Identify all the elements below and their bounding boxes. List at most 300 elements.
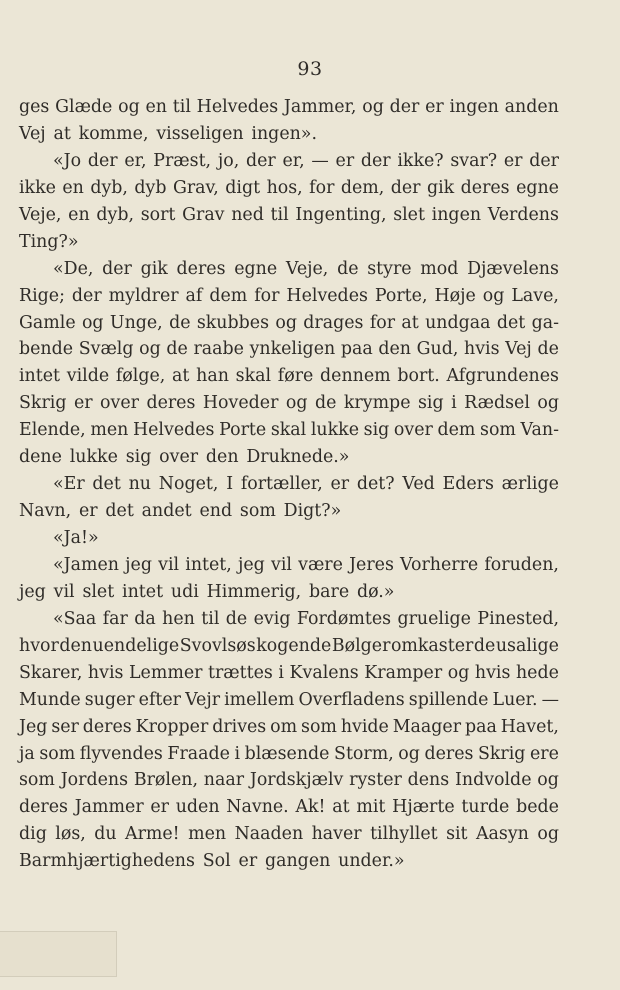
word: Storm, bbox=[334, 743, 394, 764]
word: Navne. bbox=[226, 797, 289, 818]
word: der bbox=[389, 97, 420, 117]
word: gruelige bbox=[397, 608, 471, 629]
word: komme, bbox=[78, 123, 149, 144]
word: krympe bbox=[343, 393, 411, 414]
page-number: 93 bbox=[297, 58, 323, 80]
word: blæsende bbox=[244, 743, 330, 764]
word: intet bbox=[19, 366, 61, 387]
word: vil bbox=[53, 581, 75, 602]
word: det bbox=[92, 474, 121, 495]
word: den bbox=[59, 635, 92, 656]
word: over bbox=[100, 393, 139, 414]
word: tilhyllet bbox=[370, 824, 438, 845]
word: I bbox=[226, 474, 234, 495]
word: som bbox=[480, 420, 516, 441]
word: deres bbox=[19, 797, 68, 818]
word: Ved bbox=[402, 474, 435, 495]
word: undgaa bbox=[425, 312, 491, 333]
word: efter bbox=[138, 689, 181, 710]
word: være bbox=[298, 554, 343, 575]
word: at bbox=[332, 797, 350, 818]
text-line bbox=[19, 336, 559, 363]
word: haver bbox=[311, 824, 362, 845]
word: ingen bbox=[431, 204, 482, 225]
word: for bbox=[309, 177, 335, 198]
word: dyb bbox=[134, 177, 167, 198]
word: andet bbox=[141, 501, 192, 522]
word: dem bbox=[437, 420, 476, 441]
body-text bbox=[19, 94, 559, 875]
word: ges bbox=[19, 97, 50, 117]
word: Præst, bbox=[153, 150, 212, 171]
word: deres bbox=[424, 743, 474, 764]
word: Fordømtes bbox=[296, 608, 392, 629]
word: er bbox=[73, 393, 93, 414]
word: Pinested, bbox=[477, 608, 559, 629]
word: Helvedes bbox=[132, 420, 215, 441]
word: «Er bbox=[53, 474, 85, 495]
word: raabe bbox=[193, 339, 244, 360]
word: til bbox=[201, 608, 220, 629]
word: Jordskjælv bbox=[249, 770, 344, 791]
word: jeg bbox=[19, 581, 46, 602]
word: ærlige bbox=[501, 474, 559, 495]
word: Gamle bbox=[19, 312, 76, 333]
word: Ting?» bbox=[19, 231, 79, 252]
word: «Jamen bbox=[53, 554, 119, 575]
word: Indvolde bbox=[455, 770, 532, 791]
word: slet bbox=[82, 581, 115, 602]
word: hede bbox=[515, 662, 559, 683]
word: hvor bbox=[19, 635, 59, 656]
word: Kramper bbox=[364, 662, 443, 683]
word: ser bbox=[51, 716, 79, 737]
word: nu bbox=[128, 474, 152, 495]
word: far bbox=[102, 608, 128, 629]
word: og bbox=[285, 393, 308, 414]
text-line bbox=[19, 417, 559, 444]
word: der bbox=[87, 150, 118, 171]
word: Gud, bbox=[416, 339, 459, 360]
word: trættes bbox=[208, 662, 273, 683]
word: Vejr bbox=[185, 689, 221, 710]
word: skal bbox=[235, 366, 272, 387]
text-line bbox=[19, 121, 559, 148]
word: Porte, bbox=[374, 285, 428, 306]
word: Aasyn bbox=[476, 824, 529, 845]
word: de bbox=[337, 258, 359, 279]
word: ere bbox=[529, 743, 559, 764]
text-line bbox=[19, 498, 559, 525]
word: drives bbox=[212, 716, 267, 737]
word: Arme! bbox=[125, 824, 180, 845]
word: og bbox=[537, 770, 559, 791]
word: ingen». bbox=[251, 123, 317, 144]
word: han bbox=[196, 366, 229, 387]
word: den bbox=[378, 339, 411, 360]
word: er bbox=[78, 501, 98, 522]
word: Jordens bbox=[60, 770, 129, 791]
word: sig bbox=[363, 420, 390, 441]
word: deres bbox=[146, 393, 196, 414]
word: dyb, bbox=[96, 204, 134, 225]
word: jeg bbox=[238, 554, 265, 575]
word: føre bbox=[277, 366, 314, 387]
word: en bbox=[68, 204, 90, 225]
word: der bbox=[245, 150, 276, 171]
word: Glæde bbox=[55, 97, 113, 117]
word: den bbox=[205, 447, 239, 468]
word: og bbox=[447, 662, 470, 683]
word: ja bbox=[19, 743, 35, 764]
word: der bbox=[360, 150, 391, 171]
word: og bbox=[275, 312, 297, 333]
word: Porte bbox=[219, 420, 267, 441]
word: deres bbox=[460, 177, 510, 198]
word: at bbox=[172, 366, 190, 387]
word: Lemmer bbox=[129, 662, 203, 683]
word: dem, bbox=[340, 177, 385, 198]
word: imellem bbox=[224, 689, 295, 710]
word: ned bbox=[231, 204, 264, 225]
word: Bølger bbox=[331, 635, 391, 656]
word: Jeg bbox=[19, 716, 48, 737]
word: digt bbox=[225, 177, 261, 198]
word: de bbox=[473, 635, 496, 656]
word: bort. bbox=[397, 366, 440, 387]
word: Eders bbox=[442, 474, 494, 495]
word: det? bbox=[356, 474, 395, 495]
word: som bbox=[39, 743, 76, 764]
word: «Jo bbox=[53, 150, 82, 171]
word: ikke? bbox=[397, 150, 444, 171]
word: hvis bbox=[87, 662, 124, 683]
word: hen bbox=[162, 608, 195, 629]
margin-stamp bbox=[0, 931, 117, 977]
word: udi bbox=[170, 581, 199, 602]
word: flyvendes bbox=[79, 743, 163, 764]
word: deres bbox=[82, 716, 132, 737]
word: en bbox=[62, 177, 84, 198]
word: Afgrundenes bbox=[446, 366, 559, 387]
text-line bbox=[19, 148, 559, 175]
text-line bbox=[19, 552, 559, 579]
word: er bbox=[330, 474, 350, 495]
word: spillende bbox=[408, 689, 489, 710]
word: over bbox=[393, 420, 433, 441]
word: at bbox=[401, 312, 419, 333]
word: da bbox=[134, 608, 156, 629]
word: dyb, bbox=[90, 177, 128, 198]
word: dig bbox=[19, 824, 47, 845]
word: ynkeligen bbox=[249, 339, 336, 360]
word: Svovlsøs bbox=[179, 635, 256, 656]
word: er bbox=[335, 150, 355, 171]
word: gangen bbox=[264, 851, 331, 872]
word: Havet, bbox=[500, 716, 559, 737]
word: Sol bbox=[202, 851, 231, 872]
word: Høje bbox=[434, 285, 476, 306]
word: og bbox=[362, 97, 384, 117]
word: hos, bbox=[266, 177, 303, 198]
word: Overfladens bbox=[298, 689, 405, 710]
word: myldrer bbox=[108, 285, 179, 306]
word: de bbox=[169, 312, 191, 333]
word: Skarer, bbox=[19, 662, 83, 683]
word: Unge, bbox=[109, 312, 163, 333]
word: Ingenting, bbox=[295, 204, 387, 225]
word: sig bbox=[125, 447, 152, 468]
word: og bbox=[118, 97, 140, 117]
word: vil bbox=[158, 554, 180, 575]
text-line bbox=[19, 283, 559, 310]
word: du bbox=[94, 824, 117, 845]
word: Hjærte bbox=[392, 797, 455, 818]
word: Barmhjærtighedens bbox=[19, 851, 195, 872]
word: at bbox=[53, 123, 71, 144]
text-line bbox=[19, 175, 559, 202]
word: vil bbox=[271, 554, 292, 575]
word: deres bbox=[176, 258, 226, 279]
text-line bbox=[19, 606, 559, 633]
word: og bbox=[537, 393, 559, 414]
text-line bbox=[19, 94, 559, 121]
word: Naaden bbox=[234, 824, 304, 845]
word: — bbox=[311, 150, 329, 171]
word: dens bbox=[407, 770, 450, 791]
word: Djævelens bbox=[467, 258, 559, 279]
text-line bbox=[19, 821, 559, 848]
word: Jammer, bbox=[283, 97, 357, 117]
word: der bbox=[102, 258, 132, 279]
word: Skrig bbox=[19, 393, 67, 414]
word: paa bbox=[464, 716, 497, 737]
word: dennem bbox=[320, 366, 391, 387]
word: «Saa bbox=[53, 608, 97, 629]
word: Helvedes bbox=[196, 97, 279, 117]
text-line bbox=[19, 794, 559, 821]
word: Luer. bbox=[492, 689, 538, 710]
word: Ak! bbox=[295, 797, 326, 818]
text-line bbox=[19, 310, 559, 337]
word: Veje, bbox=[285, 258, 329, 279]
word: lukke bbox=[310, 420, 359, 441]
word: Maager bbox=[392, 716, 462, 737]
word: sort bbox=[140, 204, 176, 225]
word: følge, bbox=[115, 366, 166, 387]
word: Veje, bbox=[19, 204, 62, 225]
word: bare bbox=[309, 581, 350, 602]
word: er bbox=[238, 851, 258, 872]
word: dø.» bbox=[356, 581, 395, 602]
word: Grav bbox=[182, 204, 225, 225]
word: hvis bbox=[474, 662, 511, 683]
text-line bbox=[19, 444, 559, 471]
word: uendelige bbox=[92, 635, 180, 656]
word: suger bbox=[84, 689, 135, 710]
word: Kropper bbox=[135, 716, 209, 737]
word: og bbox=[398, 743, 420, 764]
word: mod bbox=[420, 258, 459, 279]
word: anden bbox=[504, 97, 559, 117]
word: af bbox=[185, 285, 203, 306]
word: til bbox=[172, 97, 191, 117]
word: som bbox=[239, 501, 276, 522]
word: Brølen, bbox=[133, 770, 198, 791]
word: Druknede.» bbox=[246, 447, 350, 468]
word: er bbox=[503, 150, 523, 171]
word: de bbox=[225, 608, 248, 629]
word: kogende bbox=[256, 635, 332, 656]
word: svar? bbox=[450, 150, 498, 171]
word: usalige bbox=[495, 635, 559, 656]
word: bede bbox=[516, 797, 559, 818]
text-line bbox=[19, 525, 559, 552]
word: omkaster bbox=[390, 635, 474, 656]
word: drages bbox=[303, 312, 364, 333]
word: mit bbox=[356, 797, 386, 818]
text-line bbox=[19, 848, 559, 875]
text-line bbox=[19, 202, 559, 229]
word: egne bbox=[516, 177, 559, 198]
word: Helvedes bbox=[286, 285, 368, 306]
word: hvide bbox=[340, 716, 389, 737]
word: Jeres bbox=[349, 554, 394, 575]
text-line bbox=[19, 741, 559, 768]
word: foruden, bbox=[484, 554, 559, 575]
word: for bbox=[254, 285, 280, 306]
word: lukke bbox=[69, 447, 118, 468]
word: som bbox=[19, 770, 55, 791]
word: Skrig bbox=[477, 743, 526, 764]
word: i bbox=[234, 743, 241, 764]
word: Digt?» bbox=[283, 501, 342, 522]
word: intet, bbox=[185, 554, 232, 575]
word: Vej bbox=[505, 339, 532, 360]
word: under.» bbox=[338, 851, 405, 872]
word: dem bbox=[209, 285, 248, 306]
word: Hoveder bbox=[202, 393, 279, 414]
word: ryster bbox=[349, 770, 402, 791]
word: om bbox=[270, 716, 298, 737]
word: er, bbox=[124, 150, 147, 171]
word: visseligen bbox=[156, 123, 244, 144]
word: vilde bbox=[66, 366, 110, 387]
word: løs, bbox=[55, 824, 86, 845]
word: hvis bbox=[464, 339, 500, 360]
word: Svælg bbox=[78, 339, 134, 360]
word: end bbox=[199, 501, 233, 522]
word: til bbox=[270, 204, 289, 225]
text-line bbox=[19, 363, 559, 390]
word: der bbox=[529, 150, 559, 171]
word: og bbox=[81, 312, 104, 333]
word: dene bbox=[19, 447, 62, 468]
word: der bbox=[71, 285, 102, 306]
word: jo, bbox=[217, 150, 240, 171]
word: og bbox=[537, 824, 559, 845]
word: for bbox=[369, 312, 396, 333]
word: men bbox=[188, 824, 227, 845]
word: uden bbox=[175, 797, 220, 818]
word: sig bbox=[417, 393, 444, 414]
word: Jammer bbox=[74, 797, 144, 818]
word: Rige; bbox=[19, 285, 65, 306]
word: fortæller, bbox=[240, 474, 323, 495]
word: og bbox=[139, 339, 161, 360]
word: turde bbox=[461, 797, 510, 818]
word: Fraade bbox=[167, 743, 230, 764]
word: ga- bbox=[531, 312, 559, 333]
word: de bbox=[314, 393, 337, 414]
word: de bbox=[166, 339, 188, 360]
word: der bbox=[390, 177, 421, 198]
word: i bbox=[451, 393, 457, 414]
word: styre bbox=[367, 258, 412, 279]
word: skubbes bbox=[196, 312, 269, 333]
text-line bbox=[19, 633, 559, 660]
text-line bbox=[19, 229, 559, 256]
word: det bbox=[496, 312, 526, 333]
word: egne bbox=[234, 258, 278, 279]
word: «De, bbox=[53, 258, 94, 279]
word: slet bbox=[393, 204, 425, 225]
word: som bbox=[301, 716, 337, 737]
word: det bbox=[105, 501, 134, 522]
word: Kvalens bbox=[289, 662, 359, 683]
word: sit bbox=[446, 824, 468, 845]
word: er bbox=[150, 797, 169, 818]
word: gik bbox=[140, 258, 168, 279]
word: ingen bbox=[449, 97, 499, 117]
word: Grav, bbox=[172, 177, 219, 198]
word: Munde bbox=[19, 689, 81, 710]
word: — bbox=[541, 689, 559, 710]
word: Rædsel bbox=[464, 393, 530, 414]
word: i bbox=[278, 662, 284, 683]
word: naar bbox=[203, 770, 245, 791]
word: er bbox=[425, 97, 444, 117]
word: Van- bbox=[520, 420, 559, 441]
word: Vej bbox=[19, 123, 46, 144]
word: paa bbox=[340, 339, 373, 360]
text-line bbox=[19, 471, 559, 498]
word: Verdens bbox=[487, 204, 559, 225]
text-line bbox=[19, 714, 559, 741]
word: intet bbox=[122, 581, 164, 602]
word: skal bbox=[270, 420, 307, 441]
word: en bbox=[145, 97, 167, 117]
word: over bbox=[159, 447, 199, 468]
word: men bbox=[90, 420, 129, 441]
word: bende bbox=[19, 339, 74, 360]
text-line bbox=[19, 256, 559, 283]
word: Vorherre bbox=[400, 554, 479, 575]
text-line bbox=[19, 767, 559, 794]
word: Noget, bbox=[158, 474, 219, 495]
word: og bbox=[482, 285, 505, 306]
word: Lave, bbox=[511, 285, 559, 306]
word: de bbox=[537, 339, 559, 360]
word: ikke bbox=[19, 177, 56, 198]
word: evig bbox=[253, 608, 291, 629]
text-line bbox=[19, 660, 559, 687]
word: Elende, bbox=[19, 420, 86, 441]
word: gik bbox=[426, 177, 455, 198]
word: Navn, bbox=[19, 501, 72, 522]
text-line bbox=[19, 579, 559, 606]
word: «Ja!» bbox=[53, 528, 99, 548]
